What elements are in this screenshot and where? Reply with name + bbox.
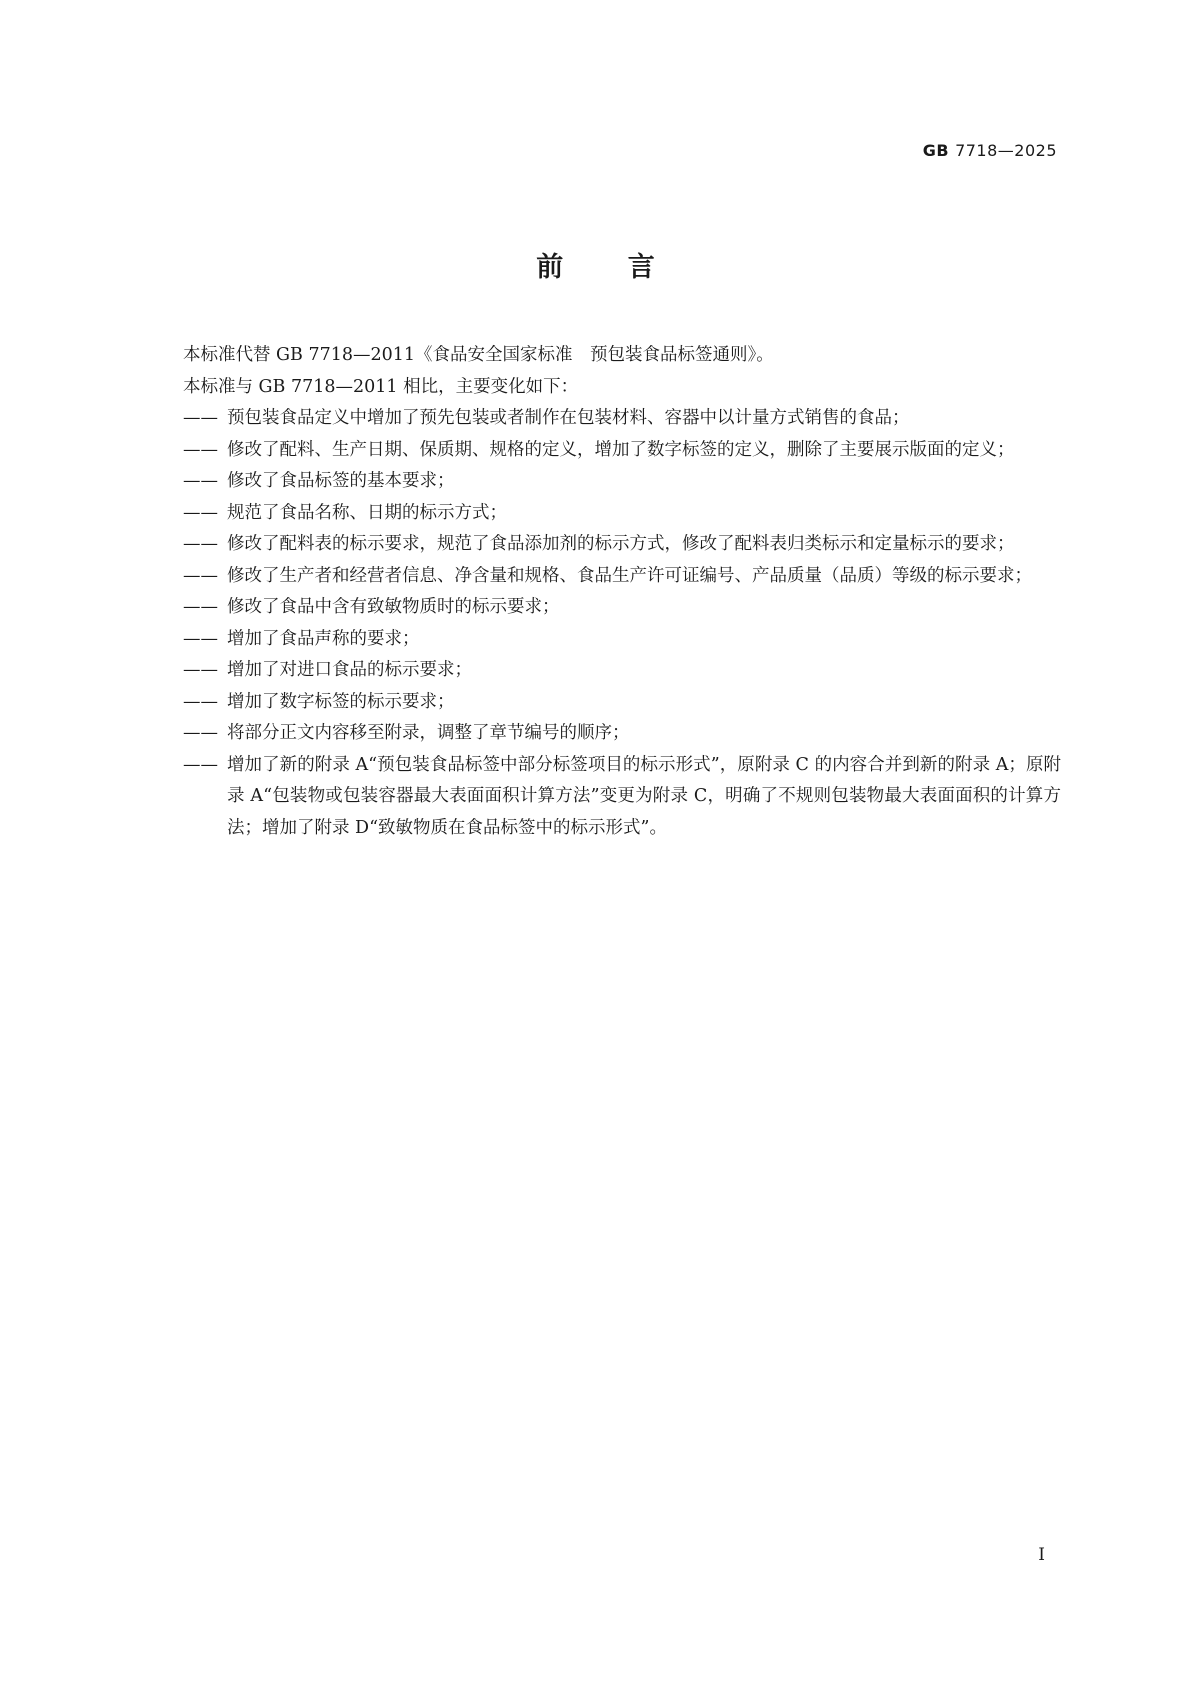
standard-number-header	[923, 141, 1057, 160]
standard-number: 7718—2025	[955, 141, 1057, 160]
dash-marker: ——	[183, 439, 218, 460]
change-item	[183, 466, 1061, 498]
change-item	[183, 403, 1061, 435]
change-item-text: 修改了生产者和经营者信息、净含量和规格、食品生产许可证编号、产品质量（品质）等级的标示要求；	[227, 565, 1032, 586]
change-item-text: 增加了对进口食品的标示要求；	[227, 660, 472, 680]
change-item	[183, 561, 1061, 593]
foreword-body	[183, 340, 1061, 844]
change-item-text: 规范了食品名称、日期的标示方式；	[227, 502, 507, 523]
intro-paragraph: 本标准代替 GB 7718—2011《食品安全国家标准 预包装食品标签通则》。	[183, 345, 774, 365]
standard-prefix: GB	[922, 141, 950, 160]
dash-marker: ——	[183, 565, 218, 586]
change-item-text: 修改了配料表的标示要求，规范了食品添加剂的标示方式，修改了配料表归类标示和定量标示的要求；	[227, 534, 1015, 554]
dash-marker: ——	[183, 408, 218, 428]
change-item	[183, 750, 1061, 845]
change-item-text: 修改了食品标签的基本要求；	[227, 471, 455, 491]
dash-marker: ——	[183, 628, 218, 649]
page-title: 前 言	[536, 252, 655, 283]
change-item-text: 增加了数字标签的标示要求；	[227, 691, 455, 712]
change-item	[183, 718, 1061, 750]
change-item	[183, 624, 1061, 656]
change-item-text: 增加了食品声称的要求；	[227, 628, 420, 649]
dash-marker: ——	[183, 660, 218, 680]
change-item	[183, 655, 1061, 687]
dash-marker: ——	[183, 754, 218, 775]
change-item-text: 预包装食品定义中增加了预先包装或者制作在包装材料、容器中以计量方式销售的食品；	[227, 408, 910, 428]
change-item-text: 修改了食品中含有致敏物质时的标示要求；	[227, 597, 560, 617]
change-item	[183, 687, 1061, 719]
change-item-text: 增加了新的附录 A“预包装食品标签中部分标签项目的标示形式”，原附录 C 的内容合并到新的附录 A；原附录 A“包装物或包装容器最大表面面积计算方法”变更为附录 C，明确了不规则包装物最大表面面积的计算方法；增加了附录 D“致敏物质在食品标签中的标示形式”。	[227, 754, 1061, 838]
change-item	[183, 498, 1061, 530]
dash-marker: ——	[183, 597, 218, 617]
change-item	[183, 529, 1061, 561]
change-item-text: 修改了配料、生产日期、保质期、规格的定义，增加了数字标签的定义，删除了主要展示版面的定义；	[227, 439, 1015, 460]
intro-paragraph: 本标准与 GB 7718—2011 相比，主要变化如下：	[183, 376, 579, 397]
change-item	[183, 435, 1061, 467]
dash-marker: ——	[183, 534, 218, 554]
dash-marker: ——	[183, 471, 218, 491]
page-number: I	[1038, 1545, 1045, 1565]
change-item-text: 将部分正文内容移至附录，调整了章节编号的顺序；	[227, 723, 630, 743]
change-item	[183, 592, 1061, 624]
dash-marker: ——	[183, 691, 218, 712]
dash-marker: ——	[183, 502, 218, 523]
dash-marker: ——	[183, 723, 218, 743]
